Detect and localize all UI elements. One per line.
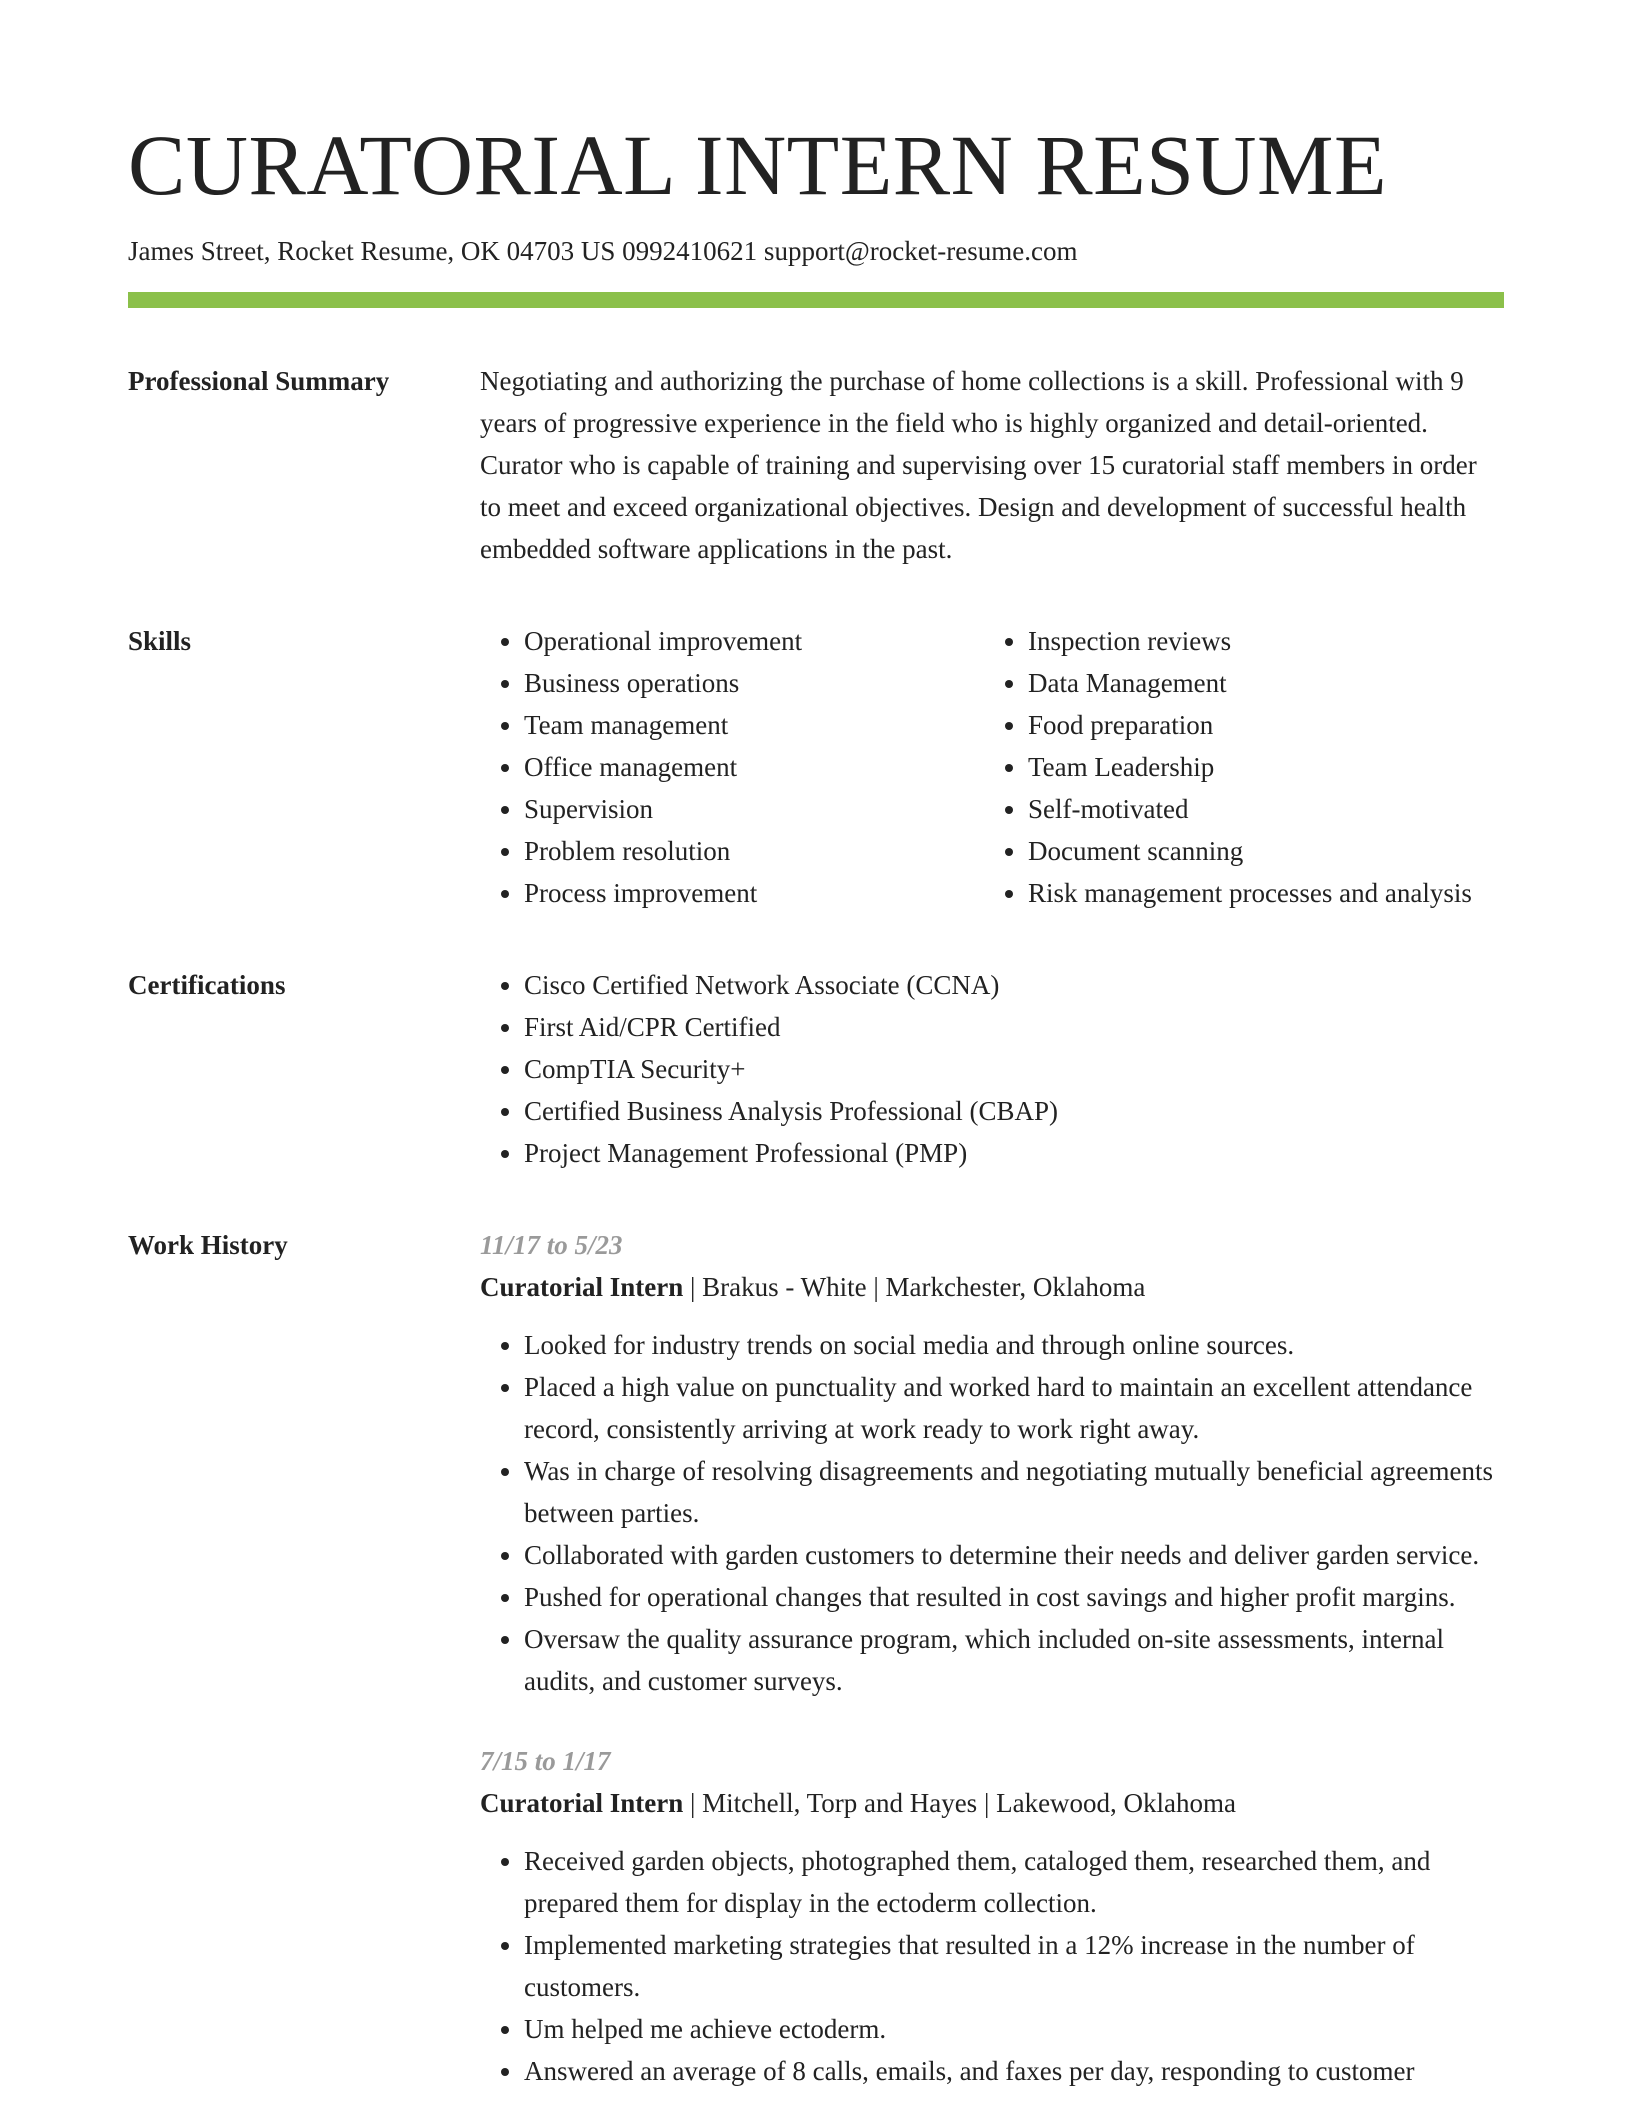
skills-list-right — [984, 620, 1504, 914]
skill-item: • Document scanning — [1028, 830, 1504, 872]
certification-item: • Cisco Certified Network Associate (CCNA) — [524, 964, 1504, 1006]
skill-item: • Process improvement — [524, 872, 984, 914]
skill-item: • Business operations — [524, 662, 984, 704]
job-bullet: • Was in charge of resolving disagreements and negotiating mutually beneficial agreements between parties. — [524, 1450, 1504, 1534]
contact-line: James Street, Rocket Resume, OK 04703 US 0992410621 support@rocket-resume.com — [128, 235, 1078, 266]
job-bullet: • Oversaw the quality assurance program, which included on-site assessments, internal audits, and customer surveys. — [524, 1618, 1504, 1702]
job-heading — [480, 1266, 1504, 1308]
skills-section — [128, 620, 1504, 914]
skill-item: • Food preparation — [1028, 704, 1504, 746]
job-bullet: • Answered an average of 8 calls, emails, and faxes per day, responding to customer — [524, 2050, 1504, 2092]
section-label-work-history: Work History — [128, 1229, 288, 1260]
certification-item: • First Aid/CPR Certified — [524, 1006, 1504, 1048]
skill-item: • Operational improvement — [524, 620, 984, 662]
job-bullet: • Received garden objects, photographed them, cataloged them, researched them, and prepared them for display in the ectoderm collection. — [524, 1840, 1504, 1924]
certification-item: • Certified Business Analysis Professional (CBAP) — [524, 1090, 1504, 1132]
skill-item: • Risk management processes and analysis — [1028, 872, 1504, 914]
section-label-certifications: Certifications — [128, 969, 286, 1000]
job-bullet: • Collaborated with garden customers to determine their needs and deliver garden service. — [524, 1534, 1504, 1576]
job-entry — [480, 1224, 1504, 1702]
section-label-summary: Professional Summary — [128, 365, 390, 396]
resume-page — [128, 118, 1504, 2092]
job-title: Curatorial Intern — [480, 1787, 684, 1818]
work-history-section — [128, 1224, 1504, 2092]
summary-section — [128, 360, 1504, 570]
job-dates: 7/15 to 1/17 — [480, 1745, 611, 1776]
job-entry — [480, 1740, 1504, 2092]
job-dates: 11/17 to 5/23 — [480, 1229, 623, 1260]
certifications-section — [128, 964, 1504, 1174]
skill-item: • Problem resolution — [524, 830, 984, 872]
job-details: | Brakus - White | Markchester, Oklahoma — [683, 1271, 1146, 1302]
job-bullet: • Placed a high value on punctuality and worked hard to maintain an excellent attendance record, consistently arriving at work ready to work right away. — [524, 1366, 1504, 1450]
job-heading — [480, 1782, 1504, 1824]
job-bullet: • Um helped me achieve ectoderm. — [524, 2008, 1504, 2050]
accent-divider — [128, 292, 1504, 308]
skill-item: • Supervision — [524, 788, 984, 830]
skill-item: • Office management — [524, 746, 984, 788]
job-title: Curatorial Intern — [480, 1271, 684, 1302]
skill-item: • Team Leadership — [1028, 746, 1504, 788]
job-bullet: • Looked for industry trends on social media and through online sources. — [524, 1324, 1504, 1366]
job-bullets — [480, 1840, 1504, 2092]
skill-item: • Team management — [524, 704, 984, 746]
skill-item: • Data Management — [1028, 662, 1504, 704]
job-bullet: • Pushed for operational changes that resulted in cost savings and higher profit margins. — [524, 1576, 1504, 1618]
skill-item: • Inspection reviews — [1028, 620, 1504, 662]
section-label-skills: Skills — [128, 625, 192, 656]
job-bullets — [480, 1324, 1504, 1702]
certification-item: • Project Management Professional (PMP) — [524, 1132, 1504, 1174]
certification-item: • CompTIA Security+ — [524, 1048, 1504, 1090]
skill-item: • Self-motivated — [1028, 788, 1504, 830]
skills-list-left — [480, 620, 984, 914]
job-details: | Mitchell, Torp and Hayes | Lakewood, Oklahoma — [683, 1787, 1237, 1818]
summary-text: Negotiating and authorizing the purchase of home collections is a skill. Professional with 9 years of progressive experience in the field who is highly organized and detail-oriented. Curator who is capable of training and supervising over 15 curatorial staff members in order to meet and exceed organizational objectives. Design and development of successful health embedded software applications in the past. — [480, 365, 1477, 564]
resume-title: CURATORIAL INTERN RESUME — [128, 117, 1388, 213]
certifications-list — [480, 964, 1504, 1174]
job-bullet: • Implemented marketing strategies that resulted in a 12% increase in the number of customers. — [524, 1924, 1504, 2008]
